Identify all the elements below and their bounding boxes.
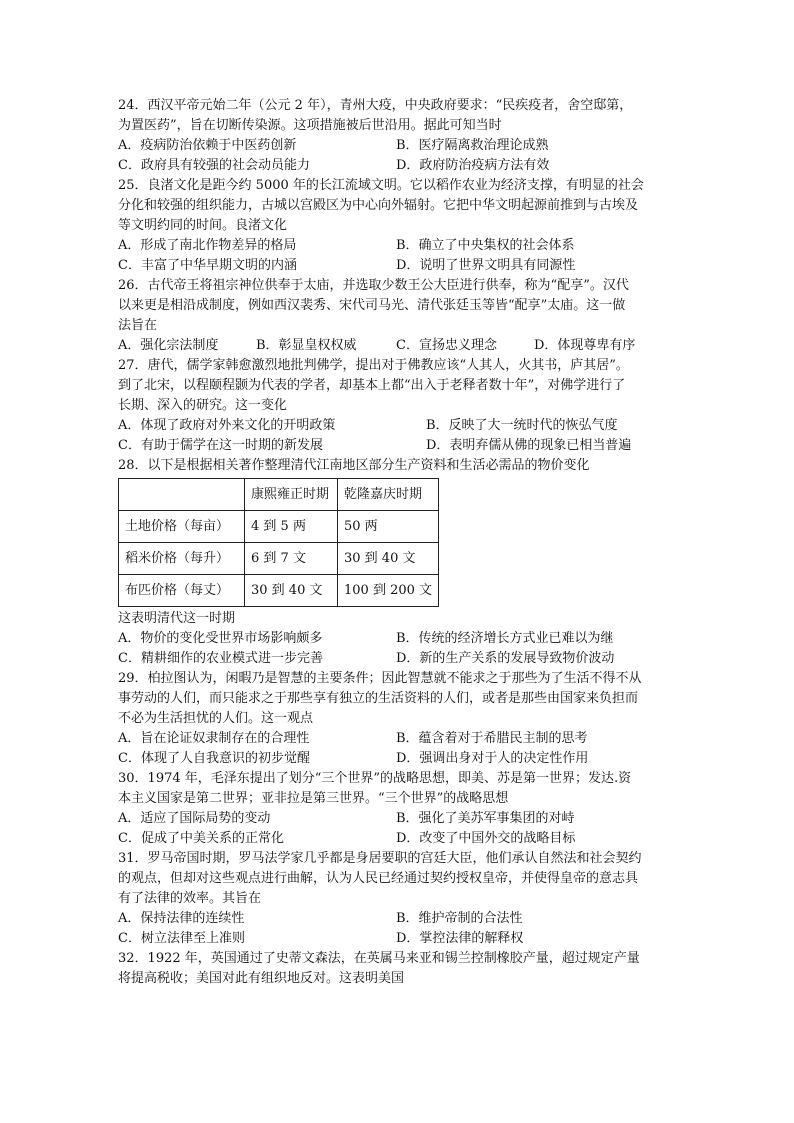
question-26 xyxy=(118,276,678,356)
option-b: B．强化了美苏军事集团的对峙 xyxy=(396,811,575,826)
option-a: A．适应了国际局势的变动 xyxy=(118,811,271,826)
option-c: C．丰富了中华早期文明的内涵 xyxy=(118,258,297,273)
question-32 xyxy=(118,949,678,989)
option-b: B．传统的经济增长方式业已难以为继 xyxy=(396,631,614,646)
option-d: D．体现尊卑有序 xyxy=(534,338,636,353)
option-d: D．掌控法律的解释权 xyxy=(396,931,524,946)
options-row xyxy=(118,436,678,456)
question-stem-line: 这表明清代这一时期 xyxy=(118,611,236,626)
question-27 xyxy=(118,356,678,456)
table-header-row xyxy=(119,479,439,511)
options-row xyxy=(118,416,678,436)
options-row xyxy=(118,829,678,849)
question-stem-line: 不必为生活担忧的人们。这一观点 xyxy=(118,711,314,726)
option-b: B．反映了大一统时代的恢弘气度 xyxy=(426,418,618,433)
table-cell: 100 到 200 文 xyxy=(338,575,439,607)
table-cell: 布匹价格（每丈） xyxy=(119,575,245,607)
option-a: A．形成了南北作物差异的格局 xyxy=(118,238,297,253)
question-stem-line: 32．1922 年，英国通过了史蒂文森法，在英属马来亚和锡兰控制橡胶产量，超过规定产量 xyxy=(118,951,640,966)
option-c: C．体现了人自我意识的初步觉醒 xyxy=(118,751,310,766)
question-stem-line: 26．古代帝王将祖宗神位供奉于太庙，并选取少数王公大臣进行供奉，称为“配享”。汉代 xyxy=(118,278,629,293)
option-a: A．强化宗法制度 xyxy=(118,338,219,353)
options-row xyxy=(118,136,678,156)
question-stem-line: 长期、深入的研究。这一变化 xyxy=(118,398,288,413)
option-b: B．维护帝制的合法性 xyxy=(396,911,523,926)
option-a: A．体现了政府对外来文化的开明政策 xyxy=(118,418,336,433)
option-c: C．精耕细作的农业模式进一步完善 xyxy=(118,651,323,666)
options-row xyxy=(118,729,678,749)
question-stem-line: 29．柏拉图认为，闲暇乃是智慧的主要条件；因此智慧就不能求之于那些为了生活不得不从 xyxy=(118,671,642,686)
question-stem-line: 分化和较强的组织能力，古城以宫殿区为中心向外辐射。它把中华文明起源前推到与古埃及 xyxy=(118,198,639,213)
question-stem-line: 本主义国家是第二世界；亚非拉是第三世界。“三个世界”的战略思想 xyxy=(118,791,509,806)
option-d: D．政府防治疫病方法有效 xyxy=(396,158,550,173)
option-d: D．改变了中国外交的战略目标 xyxy=(396,831,576,846)
options-row xyxy=(118,256,678,276)
option-d: D．强调出身对于人的决定性作用 xyxy=(396,751,589,766)
question-31 xyxy=(118,849,678,949)
table-cell: 稻米价格（每升） xyxy=(119,543,245,575)
question-29 xyxy=(118,669,678,769)
question-stem-line: 30．1974 年，毛泽东提出了划分“三个世界”的战略思想，即美、苏是第一世界；发达.资 xyxy=(118,771,632,786)
option-c: C．促成了中美关系的正常化 xyxy=(118,831,284,846)
options-row xyxy=(118,809,678,829)
question-stem-line: 以来更是相沿成制度，例如西汉裴秀、宋代司马光、清代张廷玉等皆“配享”太庙。这一做 xyxy=(118,298,626,313)
question-stem-line: 到了北宋，以程颐程颢为代表的学者，却基本上都“出入于老释者数十年”，对佛学进行了 xyxy=(118,378,626,393)
table-cell: 6 到 7 文 xyxy=(245,543,338,575)
option-d: D．表明弃儒从佛的现象已相当普遍 xyxy=(426,438,632,453)
table-cell: 30 到 40 文 xyxy=(338,543,439,575)
options-row xyxy=(118,236,678,256)
question-stem-line: 有了法律的效率。其旨在 xyxy=(118,891,262,906)
option-a: A．疫病防治依赖于中医药创新 xyxy=(118,138,297,153)
option-c: C．宣扬忠义理念 xyxy=(396,338,497,353)
question-stem-line: 28．以下是根据相关著作整理清代江南地区部分生产资料和生活必需品的物价变化 xyxy=(118,458,590,473)
options-row xyxy=(118,156,678,176)
table-header-cell: 康熙雍正时期 xyxy=(245,479,338,511)
option-b: B．确立了中央集权的社会体系 xyxy=(396,238,575,253)
question-30 xyxy=(118,769,678,849)
option-c: C．有助于儒学在这一时期的新发展 xyxy=(118,438,323,453)
table-cell: 30 到 40 文 xyxy=(245,575,338,607)
question-stem-line: 法旨在 xyxy=(118,318,158,333)
exam-page xyxy=(118,96,678,989)
option-b: B．蕴含着对于希腊民主制的思考 xyxy=(396,731,588,746)
table-cell: 4 到 5 两 xyxy=(245,511,338,543)
option-a: A．旨在论证奴隶制存在的合理性 xyxy=(118,731,310,746)
options-row xyxy=(118,749,678,769)
option-b: B．医疗隔离救治理论成熟 xyxy=(396,138,549,153)
question-stem-line: 的观点，但却对这些观点进行曲解，认为人民已经通过契约授权皇帝，并使得皇帝的意志具 xyxy=(118,871,639,886)
option-d: D．新的生产关系的发展导致物价波动 xyxy=(396,651,615,666)
options-row xyxy=(118,909,678,929)
question-stem-line: 为置医药”，旨在切断传染源。这项措施被后世沿用。据此可知当时 xyxy=(118,118,502,133)
option-c: C．树立法律至上准则 xyxy=(118,931,245,946)
option-a: A．物价的变化受世界市场影响颇多 xyxy=(118,631,323,646)
question-stem-line: 25．良渚文化是距今约 5000 年的长江流域文明。它以稻作农业为经济支撑，有明显的社会 xyxy=(118,178,644,193)
option-a: A．保持法律的连续性 xyxy=(118,911,245,926)
option-c: C．政府具有较强的社会动员能力 xyxy=(118,158,310,173)
table-header-cell xyxy=(119,479,245,511)
question-stem-line: 31．罗马帝国时期，罗马法学家几乎都是身居要职的宫廷大臣，他们承认自然法和社会契约 xyxy=(118,851,642,866)
options-row xyxy=(118,629,678,649)
table-cell: 土地价格（每亩） xyxy=(119,511,245,543)
table-row xyxy=(119,575,439,607)
option-b: B．彰显皇权权威 xyxy=(256,338,357,353)
table-row xyxy=(119,511,439,543)
table-row xyxy=(119,543,439,575)
option-d: D．说明了世界文明具有同源性 xyxy=(396,258,576,273)
question-28 xyxy=(118,456,678,669)
options-row xyxy=(118,929,678,949)
question-24 xyxy=(118,96,678,176)
question-stem-line: 24．西汉平帝元始二年（公元 2 年），青州大疫，中央政府要求：“民疾疫者，舍空邸第， xyxy=(118,98,633,113)
question-stem-line: 事劳动的人们，而只能求之于那些享有独立的生活资料的人们，或者是那些由国家来负担而 xyxy=(118,691,639,706)
table-cell: 50 两 xyxy=(338,511,439,543)
question-25 xyxy=(118,176,678,276)
options-row xyxy=(118,649,678,669)
price-table xyxy=(118,478,439,607)
options-row xyxy=(118,336,678,356)
question-stem-line: 27．唐代，儒学家韩愈激烈地批判佛学，提出对于佛教应该“人其人，火其书，庐其居”。 xyxy=(118,358,629,373)
question-stem-line: 将提高税收；美国对此有组织地反对。这表明美国 xyxy=(118,971,405,986)
question-stem-line: 等文明约同的时间。良渚文化 xyxy=(118,218,288,233)
table-header-cell: 乾隆嘉庆时期 xyxy=(338,479,439,511)
